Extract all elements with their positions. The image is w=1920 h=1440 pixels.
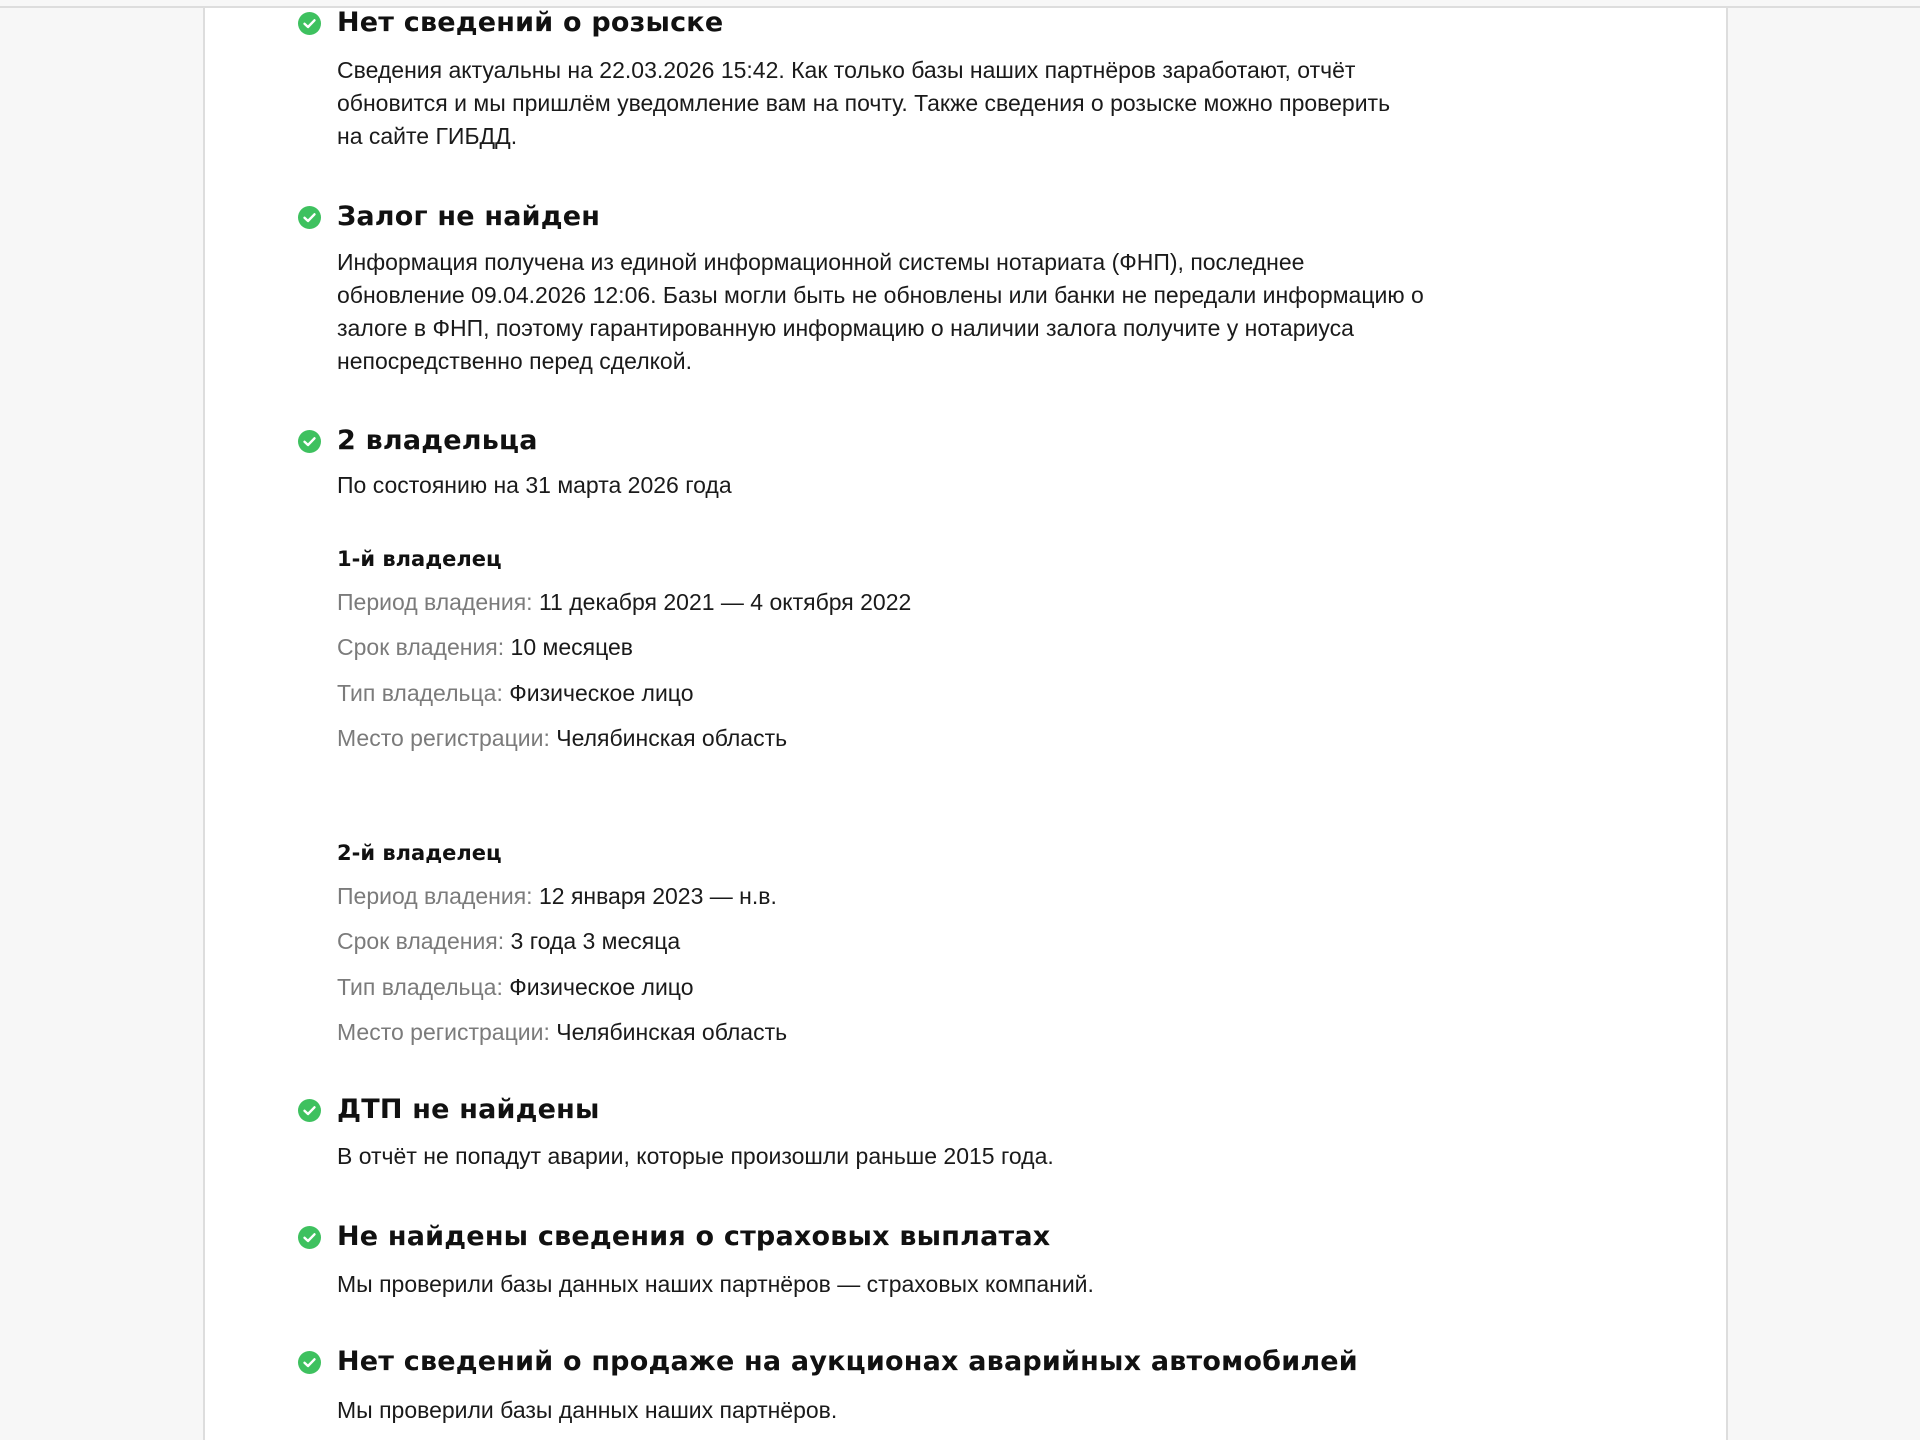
section-title: Не найдены сведения о страховых выплатах: [337, 1221, 1051, 1252]
row-label: Тип владельца:: [337, 680, 503, 706]
check-circle-icon: [298, 1351, 321, 1374]
owners-as-of-date: По состоянию на 31 марта 2026 года: [337, 472, 732, 498]
row-value: 3 года 3 месяца: [510, 928, 681, 954]
section-text-line: на сайте ГИБДД.: [337, 123, 518, 149]
owner-row-period: [337, 881, 777, 911]
owner-row-duration: [337, 926, 680, 956]
row-label: Срок владения:: [337, 928, 505, 954]
row-value: Физическое лицо: [509, 974, 694, 1000]
section-text-line: Сведения актуальны на 22.03.2026 15:42. Как только базы наших партнёров заработают, отчёт: [337, 57, 1356, 83]
row-value: 11 декабря 2021 — 4 октября 2022: [538, 589, 912, 615]
section-title: Нет сведений о розыске: [337, 7, 724, 38]
section-text-line: обновление 09.04.2026 12:06. Базы могли быть не обновлены или банки не передали информацию о: [337, 282, 1424, 308]
owner-row-period: [337, 587, 911, 617]
section-text-line: В отчёт не попадут аварии, которые произошли раньше 2015 года.: [337, 1143, 1054, 1169]
section-text-line: Информация получена из единой информационной системы нотариата (ФНП), последнее: [337, 249, 1305, 275]
row-label: Место регистрации:: [337, 725, 550, 751]
owner-row-region: [337, 723, 787, 753]
row-value: Физическое лицо: [509, 680, 694, 706]
row-label: Тип владельца:: [337, 974, 503, 1000]
owner-row-type: [337, 678, 694, 708]
owner-row-duration: [337, 632, 633, 662]
section-text-line: залоге в ФНП, поэтому гарантированную информацию о наличии залога получите у нотариуса: [337, 315, 1354, 341]
owner-title: 2-й владелец: [337, 841, 502, 865]
section-title: ДТП не найдены: [337, 1094, 600, 1125]
row-value: Челябинская область: [556, 725, 788, 751]
row-value: 12 января 2023 — н.в.: [538, 883, 777, 909]
section-text-line: Мы проверили базы данных наших партнёров.: [337, 1397, 838, 1423]
row-label: Срок владения:: [337, 634, 505, 660]
check-circle-icon: [298, 206, 321, 229]
row-value: 10 месяцев: [510, 634, 634, 660]
section-text-line: обновится и мы пришлём уведомление вам на почту. Также сведения о розыске можно проверить: [337, 90, 1391, 116]
section-title: Нет сведений о продаже на аукционах аварийных автомобилей: [337, 1346, 1358, 1377]
check-circle-icon: [298, 12, 321, 35]
row-label: Период владения:: [337, 883, 533, 909]
row-label: Место регистрации:: [337, 1019, 550, 1045]
row-value: Челябинская область: [556, 1019, 788, 1045]
owner-row-region: [337, 1017, 787, 1047]
section-text-line: Мы проверили базы данных наших партнёров — страховых компаний.: [337, 1271, 1094, 1297]
check-circle-icon: [298, 1226, 321, 1249]
section-title: Залог не найден: [337, 201, 601, 232]
owner-title: 1-й владелец: [337, 547, 502, 571]
check-circle-icon: [298, 430, 321, 453]
section-title: 2 владельца: [337, 425, 538, 456]
row-label: Период владения:: [337, 589, 533, 615]
owner-row-type: [337, 972, 694, 1002]
section-text-line: непосредственно перед сделкой.: [337, 348, 692, 374]
check-circle-icon: [298, 1099, 321, 1122]
